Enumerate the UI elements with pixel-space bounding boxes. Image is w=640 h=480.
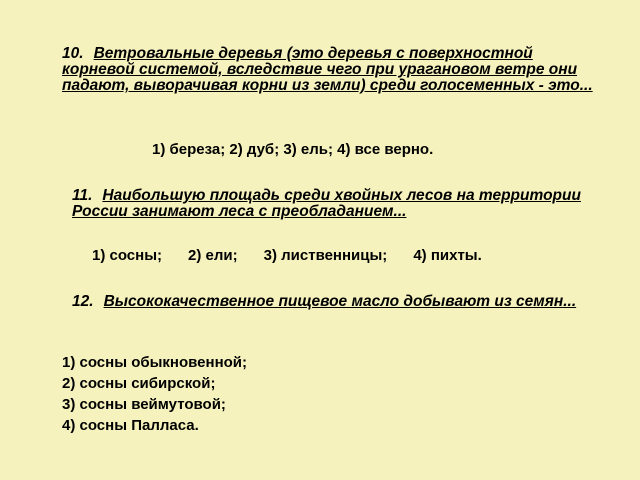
answer-option: 4) сосны Палласа. bbox=[62, 417, 199, 434]
question-text: Наибольшую площадь среди хвойных лесов на территории России занимают леса с преобладанием... bbox=[72, 187, 581, 220]
answers-11 bbox=[92, 245, 508, 267]
question-number: 12. bbox=[72, 293, 94, 310]
question-text: Ветровальные деревья (это деревья с поверхностной корневой системой, вследствие чего при урагановом ветре они падают, выворачивая корни из земли) среди голосеменных - это... bbox=[62, 45, 593, 94]
question-number: 11. bbox=[72, 187, 93, 204]
question-text: Высококачественное пищевое масло добывают из семян... bbox=[103, 293, 577, 310]
answer-option: 1) сосны обыкновенной; bbox=[62, 354, 248, 371]
answer-option: 3) лиственницы; bbox=[263, 247, 388, 264]
answers-10: 1) береза; 2) дуб; 3) ель; 4) все верно. bbox=[152, 141, 434, 158]
answer-option: 3) сосны веймутовой; bbox=[62, 396, 226, 413]
answer-option: 2) сосны сибирской; bbox=[62, 375, 216, 392]
question-11 bbox=[72, 188, 612, 220]
answers-12 bbox=[62, 352, 247, 436]
question-12 bbox=[72, 294, 612, 310]
question-number: 10. bbox=[62, 45, 84, 62]
question-10 bbox=[62, 46, 602, 94]
answer-option: 4) пихты. bbox=[413, 247, 482, 264]
answer-option: 2) ели; bbox=[188, 247, 238, 264]
answer-option: 1) сосны; bbox=[92, 247, 163, 264]
